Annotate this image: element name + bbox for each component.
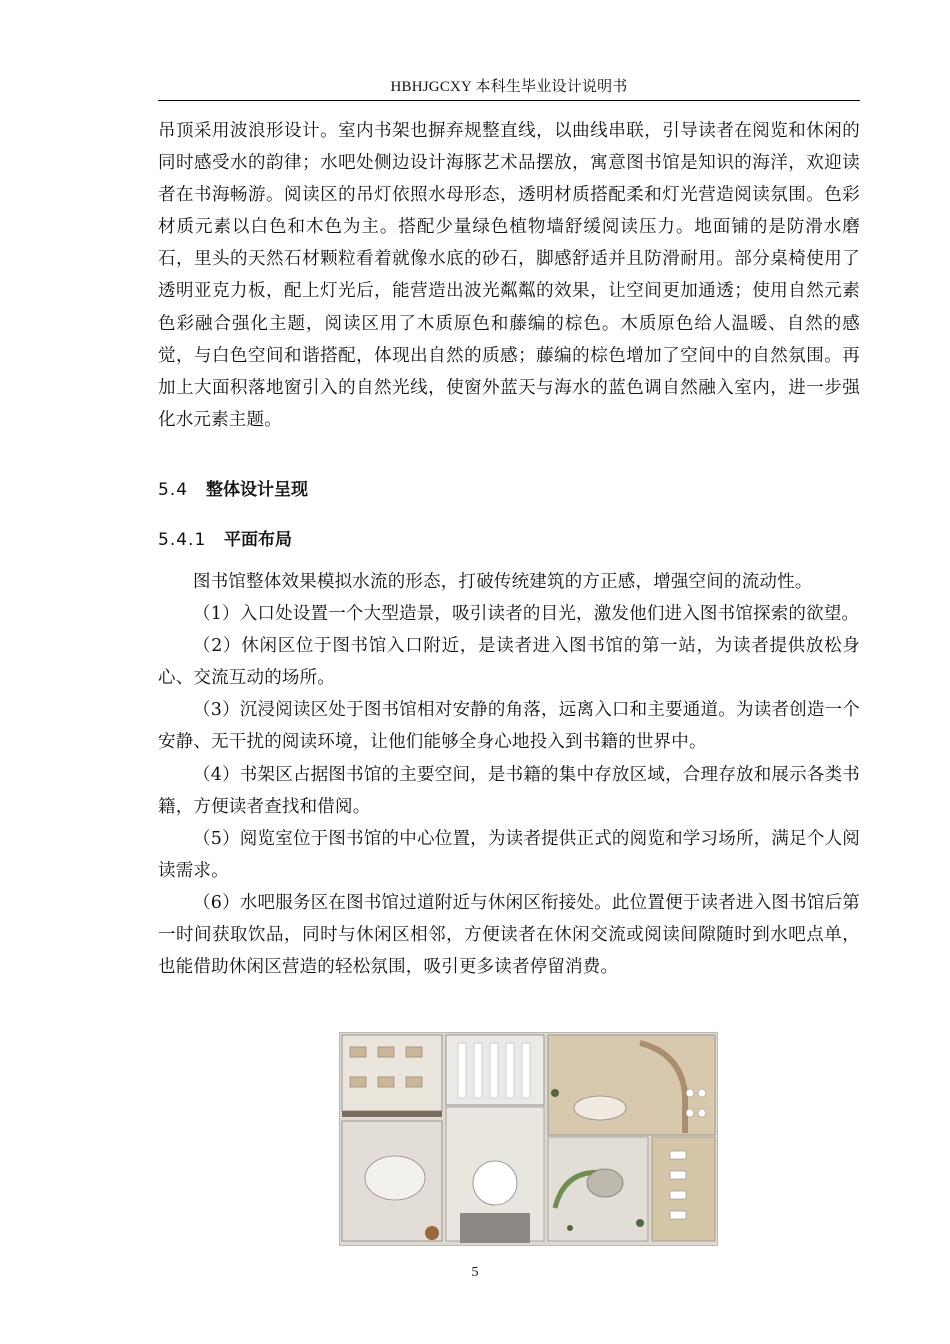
subsection-heading: [158, 529, 292, 551]
page-header: HBHJGCXY 本科生毕业设计说明书: [158, 76, 860, 101]
section-title: 整体设计呈现: [206, 480, 308, 500]
body-paragraph: （6）水吧服务区在图书馆过道附近与休闲区衔接处。此位置便于读者进入图书馆后第一时间获取饮品，同时与休闲区相邻，方便读者在休闲交流或阅读间隙随时到水吧点单，也能借助休闲区营造的轻松氛围，吸引更多读者停留消费。: [158, 892, 860, 978]
subsection-title: 平面布局: [224, 530, 292, 550]
body-paragraphs: [158, 566, 860, 983]
page-number: 5: [471, 1265, 479, 1280]
body-paragraph: （1）入口处设置一个大型造景，吸引读者的目光，激发他们进入图书馆探索的欲望。: [193, 604, 860, 625]
body-paragraph: （4）书架区占据图书馆的主要空间，是书籍的集中存放区域，合理存放和展示各类书籍，方便读者查找和借阅。: [158, 764, 860, 817]
body-paragraph: （3）沉浸阅读区处于图书馆相对安静的角落，远离入口和主要通道。为读者创造一个安静、无干扰的阅读环境，让他们能够全身心地投入到书籍的世界中。: [158, 700, 860, 753]
body-paragraph: 图书馆整体效果模拟水流的形态，打破传统建筑的方正感，增强空间的流动性。: [193, 572, 813, 592]
body-paragraph: （5）阅览室位于图书馆的中心位置，为读者提供正式的阅览和学习场所，满足个人阅读需求。: [158, 828, 860, 881]
section-number: 5.4: [158, 480, 189, 500]
section-heading: [158, 479, 308, 501]
floor-plan-image: [339, 1032, 718, 1246]
floor-plan-drawing: [340, 1033, 717, 1245]
body-paragraph: （2）休闲区位于图书馆入口附近，是读者进入图书馆的第一站，为读者提供放松身心、交流互动的场所。: [158, 636, 860, 689]
subsection-number: 5.4.1: [158, 530, 207, 550]
intro-paragraph: 吊顶采用波浪形设计。室内书架也摒弃规整直线，以曲线串联，引导读者在阅览和休闲的同时感受水的韵律；水吧处侧边设计海豚艺术品摆放，寓意图书馆是知识的海洋，欢迎读者在书海畅游。阅读区的吊灯依照水母形态，透明材质搭配柔和灯光营造阅读氛围。色彩材质元素以白色和木色为主。搭配少量绿色植物墙舒缓阅读压力。地面铺的是防滑水磨石，里头的天然石材颗粒看着就像水底的砂石，脚感舒适并且防滑耐用。部分桌椅使用了透明亚克力板，配上灯光后，能营造出波光粼粼的效果，让空间更加通透；使用自然元素色彩融合强化主题，阅读区用了木质原色和藤编的棕色。木质原色给人温暖、自然的感觉，与白色空间和谐搭配，体现出自然的质感；藤编的棕色增加了空间中的自然氛围。再加上大面积落地窗引入的自然光线，使窗外蓝天与海水的蓝色调自然融入室内，进一步强化水元素主题。: [158, 121, 860, 430]
